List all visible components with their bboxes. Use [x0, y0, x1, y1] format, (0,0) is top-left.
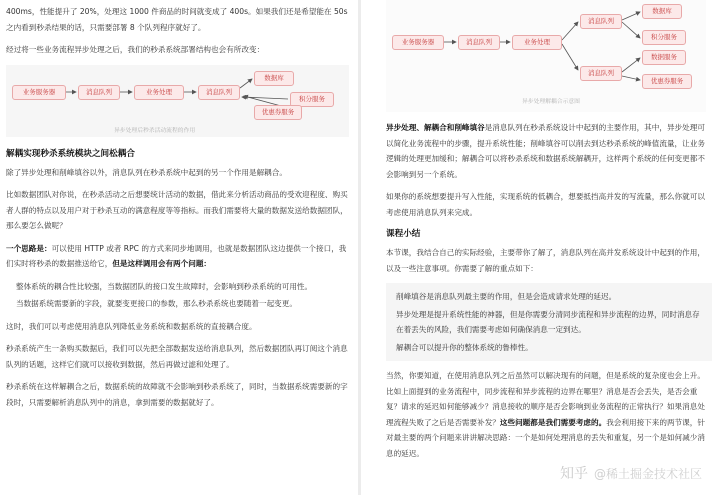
paragraph: 除了异步处理和削峰填谷以外，消息队列在秒杀系统中起到的另一个作用是解耦合。: [6, 167, 287, 177]
points-service-box: 积分服务: [290, 92, 334, 107]
zhihu-logo-text: 知乎: [559, 466, 588, 482]
section-heading: 课程小结: [386, 229, 421, 239]
async-deployment-diagram: [6, 65, 349, 137]
message-queue-box: 消息队列: [198, 85, 240, 100]
list-item: 当数据系统需要新的字段，就要变更接口的参数，那么秒杀系统也要随着一起变更。: [16, 299, 297, 308]
coupon-service-box: 优惠券服务: [642, 74, 692, 89]
paragraph: 400ms，性能提升了 20%，处理这 1000 件商品的时间就变成了 400s。如果我们还是希望能在 50s 之内看到秒杀结果的话，只需要部署 8 个队列程序就好了。: [6, 7, 348, 32]
list-item: 削峰填谷是消息队列最主要的作用，但是会造成请求处理的延迟。: [396, 292, 617, 301]
paragraph: [386, 368, 712, 461]
list-item: 解耦合可以提升你的整体系统的鲁棒性。: [396, 342, 533, 352]
business-server-box: 业务服务器: [392, 35, 444, 50]
decoupling-diagram: [386, 0, 706, 112]
diagram-caption: 异步处理解耦合示意图: [522, 99, 580, 105]
paragraph-text: 我会利用接下来的两节课，针对最主要的两个问题来讲讲解决思路：一个是如何处理消息的丢失和重复，另一个是如何减少消息的延迟。: [386, 417, 705, 458]
points-service-box: 积分服务: [642, 30, 686, 45]
paragraph: 比如数据团队对你说，在秒杀活动之后想要统计活动的数据，借此来分析活动商品的受欢迎程度、购买者人群的特点以及用户对于秒杀互动的满意程度等等指标。而我们需要将大量的数据发送给数据团队，那么要怎么做呢？: [6, 190, 348, 230]
message-queue-box: 消息队列: [580, 66, 622, 81]
bold-text: 异步处理、解耦合和削峰填谷: [386, 123, 485, 132]
list-item: 整体系统的耦合性比较强，当数据团队的接口发生故障时，会影响到秒杀系统的可用性。: [16, 281, 313, 291]
summary-points: [386, 283, 712, 361]
paragraph-text: 是消息队列在秒杀系统设计中起到的主要作用，其中，异步处理可以简化业务流程中的步骤，提升系统性能；削峰填谷可以削去到达秒杀系统的峰值流量，让业务逻辑的处理更加缓和；解耦合可以将秒杀系统和数据系统解耦开，这样两个系统的任何变更都不会影响到另一个系统。: [386, 123, 705, 179]
paragraph-text: 当然，你要知道，在使用消息队列之后虽然可以解决现有的问题，但是系统的复杂度也会上升。比如上面提到的业务流程中，同步流程和异步流程的边界在哪里？消息是否会丢失，是否会重复？请求的延迟如何能够减少？消息接收的顺序是否会影响到业务流程的正常执行？如果消息处理流程失败了之后是否需要补发？: [386, 371, 705, 427]
paragraph: 秒杀系统在这样解耦合之后，数据系统的故障就不会影响到秒杀系统了，同时，当数据系统需要新的字段时，只需要解析消息队列中的消息，拿到需要的数据就好了。: [6, 382, 348, 407]
left-page: [0, 0, 357, 495]
page-divider: [358, 0, 361, 495]
bold-text: 这些问题都是我们需要考虑的。: [499, 417, 607, 427]
paragraph: 如果你的系统想要提升写入性能，实现系统的低耦合，想要抵挡高并发的写流量，那么你就可以考虑使用消息队列来完成。: [386, 192, 705, 217]
diagram-caption: 异步处理后秒杀活动流程的作用: [114, 127, 196, 134]
coupon-service-box: 优惠券服务: [254, 105, 302, 120]
message-queue-box: 消息队列: [580, 14, 622, 29]
bold-text: 一个思路是：: [6, 243, 52, 253]
bold-text: 但是这样调用会有两个问题：: [112, 259, 212, 268]
paragraph: 这时，我们可以考虑使用消息队列降低业务系统和数据系统的直接耦合度。: [6, 321, 257, 331]
problem-list: [16, 279, 349, 312]
paragraph: [6, 241, 349, 272]
paragraph: 秒杀系统产生一条购买数据后，我们可以先把全部数据发送给消息队列，然后数据团队再订阅这个消息队列的话题，这样它们就可以接收到数据，然后再做过滤和处理了。: [6, 344, 348, 369]
paragraph: 本节课，我结合自己的实际经验，主要带你了解了，消息队列在高并发系统设计中起到的作用，以及一些注意事项。你需要了解的重点如下：: [386, 248, 705, 273]
right-page: [362, 0, 720, 495]
watermark: [560, 463, 702, 483]
business-processing-box: 业务处理: [512, 35, 562, 50]
paragraph: [386, 120, 712, 182]
list-item: 异步处理是提升系统性能的神器，但是你需要分清同步流程和异步流程的边界，同时消息存在着丢失的风险，我们需要考虑如何确保消息一定到达。: [396, 309, 700, 334]
business-processing-box: 业务处理: [134, 85, 184, 100]
watermark-handle: @稀土掘金技术社区: [593, 467, 702, 481]
database-box: 数据库: [642, 4, 682, 19]
paragraph-text: 可以使用 HTTP 或者 RPC 的方式来同步地调用，也就是数据团队这边提供一个接口，我们实时将秒杀的数据推送给它，: [6, 243, 347, 268]
data-service-box: 数据服务: [642, 50, 686, 65]
business-server-box: 业务服务器: [12, 85, 66, 100]
database-box: 数据库: [254, 71, 294, 86]
message-queue-box: 消息队列: [78, 85, 120, 100]
paragraph: 经过将一些业务流程异步处理之后，我们的秒杀系统部署结构也会有所改变：: [6, 45, 265, 54]
message-queue-box: 消息队列: [458, 35, 500, 50]
section-heading: 解耦实现秒杀系统模块之间松耦合: [6, 148, 135, 159]
